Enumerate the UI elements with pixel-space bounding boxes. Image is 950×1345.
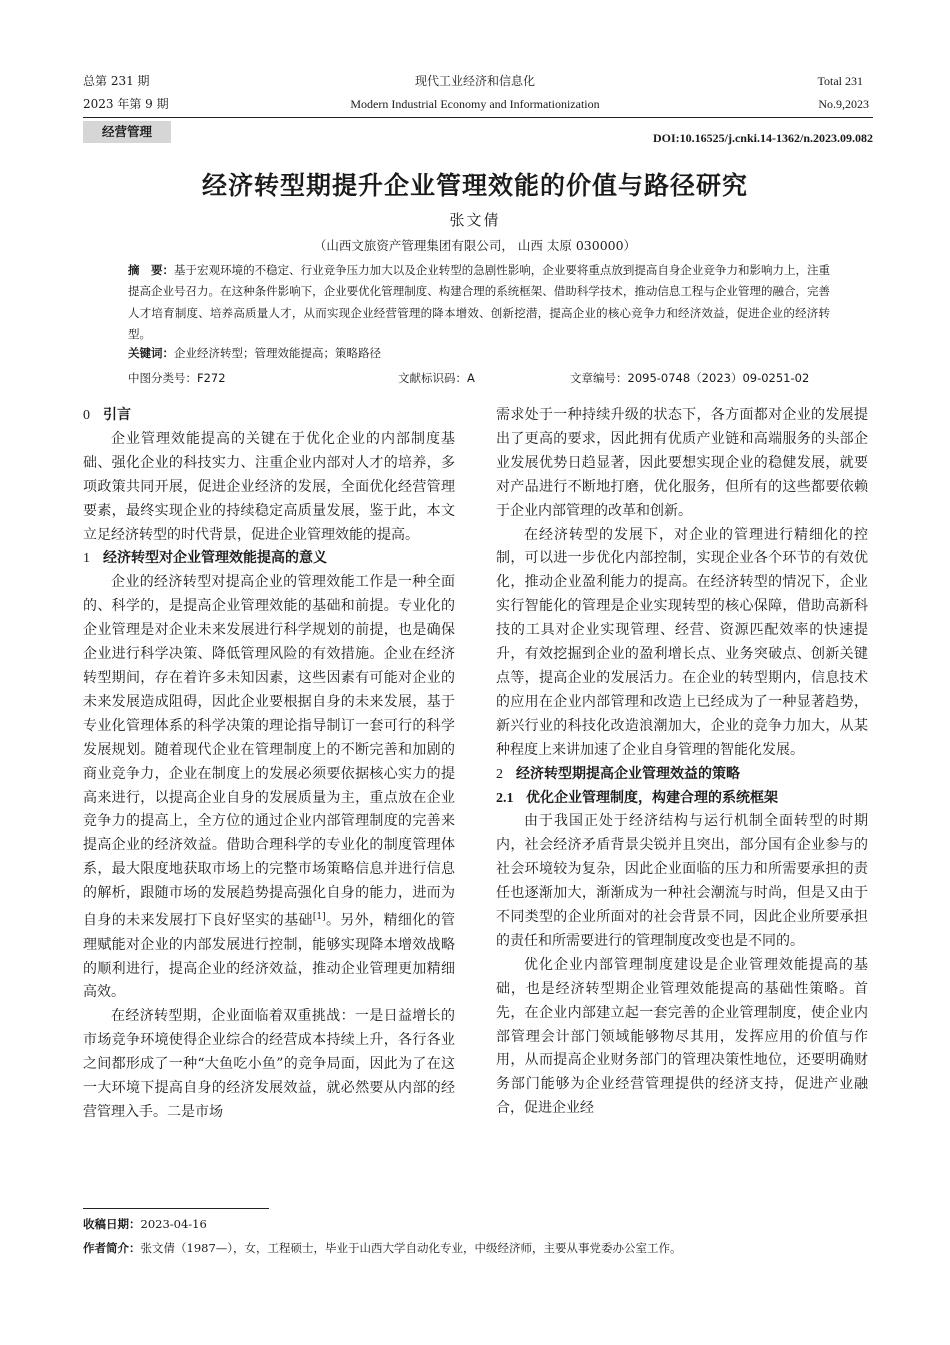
section-number: 2 [496,766,503,782]
section-tag: 经营管理 [83,121,171,143]
section-heading-1 [83,547,455,571]
author-bio-text: 张文倩（1987—），女，工程硕士，毕业于山西大学自动化专业，中级经济师，主要从事党委办公室工作。 [140,1241,682,1255]
section-title: 经济转型期提高企业管理效益的策略 [516,765,740,782]
author-bio-label: 作者简介： [83,1241,141,1255]
clc-number: 中图分类号：F272 [128,371,226,385]
section-number: 1 [83,551,90,567]
doi: DOI:10.16525/j.cnki.14-1362/n.2023.09.082 [652,131,873,145]
section-heading-0 [83,404,455,428]
paragraph [83,571,455,1005]
section-title: 引言 [103,407,131,423]
author-bio [83,1240,682,1256]
left-column [83,404,455,1125]
header-issue-en: No.9,2023 [818,97,869,111]
paragraph: 企业管理效能提高的关键在于优化企业的内部制度基础、强化企业的科技实力、注重企业内部对人才的培养，多项政策共同开展，促进企业经济的发展，全面优化经营管理要素，最终实现企业的持续稳定高质量发展，鉴于此，本文立足经济转型的时代背景，促进企业管理效能的提高。 [83,430,455,543]
paragraph: 由于我国正处于经济结构与运行机制全面转型的时期内，社会经济矛盾背景尖锐并且突出，部分国有企业参与的社会环境较为复杂，因此企业面临的压力和所需要承担的责任也逐渐加大，渐渐成为一种社会潮流与时尚，但是又由于不同类型的企业所面对的社会背景不同，因此企业所要承担的责任和所需要进行的管理制度改变也是不同的。 [496,813,868,949]
abstract-label: 摘 要： [128,263,175,277]
right-column [496,404,868,1121]
subsection-title: 优化企业管理制度，构建合理的系统框架 [526,789,778,806]
article-title: 经济转型期提升企业管理效能的价值与路径研究 [201,171,748,200]
article-number: 文章编号：2095-0748（2023）09-0251-02 [570,371,810,385]
paragraph-text: 企业的经济转型对提高企业的管理效能工作是一种全面的、科学的，是提高企业管理效能的基础和前提。专业化的企业管理是对企业未来发展进行科学规划的前提，也是确保企业进行科学决策、降低管理风险的有效措施。企业在经济转型期间，存在着许多未知因素，这些因素有可能对企业的未来发展造成阻碍，因此企业要根据自身的未来发展，基于专业化管理体系的科学决策的理论指导制订一套可行的科学发展规划。随着现代企业在管理制度上的不断完善和加剧的商业竞争力，企业在制度上的发展必须要依据核心实力的提高来进行，以提高企业自身的发展质量为主，重点放在企业竞争力的提高上，全方位的通过企业内部管理制度的完善来提高企业的经济效益。借助合理科学的专业化的制度管理体系，最大限度地获取市场上的完整市场策略信息并进行信息的解析，跟随市场的发展趋势提高强化自身的能力，进而为自身的未来发展打下良好坚实的基础 [83,574,455,929]
header-journal-en: Modern Industrial Economy and Informationization [350,97,600,111]
received-value: 2023-04-16 [140,1217,207,1231]
paragraph: 在经济转型期，企业面临着双重挑战：一是日益增长的市场竞争环境使得企业综合的经营成本持续上升，各行各业之间都形成了一种“大鱼吃小鱼”的竞争局面，因此为了在这一大环境下提高自身的经济发展效益，就必然要从内部的经营管理入手。二是市场 [83,1008,455,1120]
paragraph: 在经济转型的发展下，对企业的管理进行精细化的控制，可以进一步优化内部控制，实现企业各个环节的有效优化，推动企业盈利能力的提高。在经济转型的情况下，企业实行智能化的管理是企业实现转型的核心保障，借助高新科技的工具对企业实现管理、经营、资源匹配效率的快速提升，有效挖掘到企业的盈利增长点、业务突破点、创新关键点等，提高企业的发展活力。在企业的转型期内，信息技术的应用在企业内部管理和改造上已经成为了一种显著趋势，新兴行业的科技化改造浪潮加大，企业的竞争力加大，从某种程度上来讲加速了企业自身管理的智能化发展。 [496,526,868,758]
header-rule [83,117,873,118]
header-total-en: Total 231 [817,74,863,88]
paragraph: 优化企业内部管理制度建设是企业管理效能提高的基础，也是经济转型期企业管理效能提高的基础性策略。首先，在企业内部建立起一套完善的企业管理制度，使企业内部管理会计部门领域能够物尽其用，发挥应用的价值与作用，从而提高企业财务部门的管理决策性地位，还要明确财务部门能够为企业经营管理提供的经济支持，促进产业融合，促进企业经 [496,956,868,1117]
received-date [83,1216,207,1232]
author-affiliation: （山西文旅资产管理集团有限公司， 山西 太原 030000） [313,238,637,253]
section-title: 经济转型对企业管理效能提高的意义 [103,550,327,567]
footnote-rule [83,1208,269,1209]
citation-marker: [1] [312,912,326,923]
section-number: 0 [83,408,90,423]
paragraph-text: 。另外，精细化的管理赋能对企业的内部发展进行控制，能够实现降本增效战略的顺利进行，提高企业的经济效益，推动企业管理更加精细高效。 [83,912,456,1001]
received-label: 收稿日期： [83,1217,141,1231]
keywords [128,345,381,361]
keywords-label: 关键词： [128,346,174,360]
header-total-cn: 总第 231 期 [83,74,150,88]
abstract [128,260,830,346]
paragraph-continued: 需求处于一种持续升级的状态下，各方面都对企业的发展提出了更高的要求，因此拥有优质产业链和高端服务的头部企业发展优势日趋显著，因此要想实现企业的稳健发展，就要对产品进行不断地打磨，优化服务，但所有的这些都要依赖于企业内部管理的改革和创新。 [496,407,868,519]
header-journal-cn: 现代工业经济和信息化 [414,74,535,88]
header-issue-cn: 2023 年第 9 期 [83,97,169,111]
section-heading-2 [496,763,868,787]
abstract-text: 基于宏观环境的不稳定、行业竞争压力加大以及企业转型的急剧性影响，企业要将重点放到提高自身企业竞争力和影响力上，注重提高企业号召力。在这种条件影响下，企业要优化管理制度、构建合理的系统框架、借助科学技术，推动信息工程与企业管理的融合，完善人才培育制度、培养高质量人才，从而实现企业经营管理的降本增效、创新挖潜，提高企业的核心竞争力和经济效益，促进企业的经济转型。 [128,263,831,342]
document-code: 文献标识码：A [398,371,475,385]
author-name: 张文倩 [449,211,501,229]
subsection-heading-2-1 [496,787,868,811]
keywords-text: 企业经济转型；管理效能提高；策略路径 [174,346,381,360]
subsection-number: 2.1 [496,790,514,806]
